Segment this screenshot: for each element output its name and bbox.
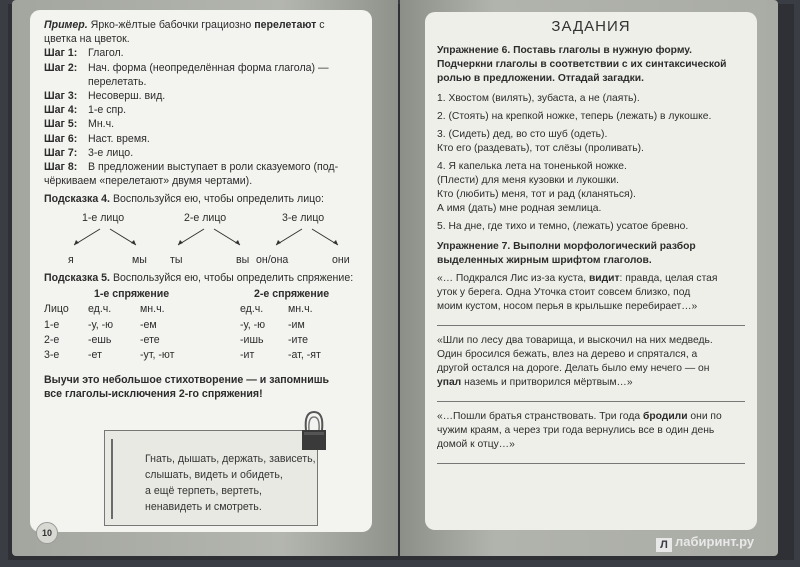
row-1-c1-sg: -у, -ю: [88, 318, 114, 331]
row-3-c1-pl: -ут, -ют: [140, 348, 175, 361]
person-3: 3-е лицо: [282, 211, 325, 224]
pronoun-ya: я: [68, 253, 74, 266]
person-1: 1-е лицо: [82, 211, 125, 224]
conj-2-title: 2-е спряжение: [254, 287, 330, 300]
card-decoration: [111, 439, 137, 519]
page-number: 10: [36, 522, 58, 544]
conjugation-table: [44, 285, 360, 363]
pronoun-vy: вы: [236, 253, 250, 266]
conj-1-title: 1-е спряжение: [94, 287, 170, 300]
steps-list: [44, 46, 360, 160]
ex6-line: 2. (Стоять) на крепкой ножке, теперь (лежать) в лукошке.: [437, 111, 712, 122]
row-1-person: 1-е: [44, 318, 60, 331]
row-1-c1-pl: -ем: [140, 318, 157, 331]
row-3-c2-pl: -ат, -ят: [288, 348, 321, 361]
poem-line-2: слышать, видеть и обидеть,: [145, 469, 283, 481]
poem-line-4: ненавидеть и смотреть.: [145, 501, 262, 513]
right-panel: ЗАДАНИЯ Упражнение 6. Поставь глаголы в нужную форму. Подчеркни глаголы в соответствии с их синтаксической ролью в предложении. Отгадай загадки. 1. Хвостом (вилять), зубаста, а не (лаять). 2. (Стоять) на крепкой ножке, теперь (лежать) в лукошке. 3. (Сидеть) дед, во сто шуб (одеть). Кто его (раздевать), тот слёзы (проливать). 4. Я капелька лета на тоненькой ножке. (Плести) для меня кузовки и лукошки. Кто (любить) меня, тот и рад (кланяться). А имя (дать) мне родная землица. 5. На дне, где тихо и темно, (лежать) усатое бревно. Упражнение 7. Выполни морфологический разбор выделенных жирным шрифтом глаголов. «… Подкрался Лис из-за куста, видит: правда, целая стая уток у берега. Одна Уточка стоит совсем близко, под моим кустом, носом перья в крыльшке перебирает…» «Шли по лесу два товарища, и выскочил на них медведь. Один бросился бежать, влез на дерево и спрятался, а другой остался на дороге. Делать было ему нечего — он упал наземь и притворился мёртвым…» «…Пошли братья странствовать. Три года бродили они по чужим краям, а через три года вернулись все в один день домой к отцу…»: [425, 12, 757, 530]
step-row: Шаг 1: Глагол.: [44, 47, 124, 60]
step-row: Шаг 5: Мн.ч.: [44, 118, 115, 131]
ex7-title: Упражнение 7. Выполни морфологический разбор: [437, 241, 696, 252]
row-3-c1-sg: -ет: [88, 348, 102, 361]
row-1-c2-sg: -у, -ю: [240, 318, 266, 331]
step-row: Шаг 4: 1-е спр.: [44, 104, 127, 117]
ex6-title: Упражнение 6. Поставь глаголы в нужную форму.: [437, 45, 692, 56]
answer-line-2[interactable]: [437, 390, 745, 402]
row-2-c2-sg: -ишь: [240, 333, 264, 346]
step-row: Шаг 7: 3-е лицо.: [44, 146, 134, 159]
ex6-line: А имя (дать) мне родная землица.: [437, 203, 602, 214]
step-8-cont: чёркиваем «перелетают» двумя чертами).: [44, 175, 253, 188]
col-sg-1: ед.ч.: [88, 302, 112, 315]
row-2-c2-pl: -ите: [288, 333, 309, 346]
ex6-line: 1. Хвостом (вилять), зубаста, а не (лаять).: [437, 93, 640, 104]
example-line-2: цветка на цветок.: [44, 33, 130, 46]
row-2-c1-pl: -ете: [140, 333, 160, 346]
ex6-line: 3. (Сидеть) дед, во сто шуб (одеть).: [437, 129, 608, 140]
row-2-person: 2-е: [44, 333, 60, 346]
step-row: Шаг 3: Несоверш. вид.: [44, 90, 166, 103]
step-8: Шаг 8: В предложении выступает в роли сказуемого (под-: [44, 161, 339, 174]
quote-3: «…Пошли братья странствовать. Три года бродили они по: [437, 411, 722, 422]
ex6-line: Кто его (раздевать), тот слёзы (проливать).: [437, 143, 644, 154]
step-row: перелетать.: [88, 75, 147, 88]
watermark-logo-icon: Л: [656, 538, 672, 552]
col-person: Лицо: [44, 302, 69, 315]
ex6-line: 4. Я капелька лета на тоненькой ножке.: [437, 161, 627, 172]
row-3-c2-sg: -ит: [240, 348, 255, 361]
watermark: Л лабиринт.ру: [656, 534, 754, 552]
col-sg-2: ед.ч.: [240, 302, 264, 315]
ex6-line: 5. На дне, где тихо и темно, (лежать) усатое бревно.: [437, 221, 689, 232]
binder-clip-icon: [300, 408, 328, 452]
answer-line-1[interactable]: [437, 314, 745, 326]
row-2-c1-sg: -ешь: [88, 333, 112, 346]
poem-line-1: Гнать, дышать, держать, зависеть,: [145, 453, 316, 465]
poem-card: [104, 430, 318, 526]
answer-line-3[interactable]: [437, 452, 745, 464]
poem-line-3: а ещё терпеть, вертеть,: [145, 485, 262, 497]
pronoun-oni: они: [332, 253, 350, 266]
hint-5: Подсказка 5. Воспользуйся ею, чтобы определить спряжение:: [44, 271, 354, 284]
person-2: 2-е лицо: [184, 211, 227, 224]
col-pl-2: мн.ч.: [288, 302, 313, 315]
quote-1: «… Подкрался Лис из-за куста, видит: правда, целая стая: [437, 273, 718, 284]
ex6-line: (Плести) для меня кузовки и лукошки.: [437, 175, 620, 186]
tasks-title: ЗАДАНИЯ: [551, 18, 631, 35]
pronoun-my: мы: [132, 253, 147, 266]
ex6-lines: [437, 92, 745, 234]
col-pl-1: мн.ч.: [140, 302, 165, 315]
quote-2: «Шли по лесу два товарища, и выскочил на них медведь.: [437, 335, 713, 346]
step-row: Шаг 6: Наст. время.: [44, 132, 150, 145]
memo: Выучи это небольшое стихотворение — и запомнишь все глаголы-исключения 2-го спряжения!: [44, 373, 330, 401]
person-diagram: [44, 209, 360, 271]
example-line: Пример. Ярко-жёлтые бабочки грациозно перелетают с: [44, 19, 325, 31]
ex6-line: Кто (любить) меня, тот и рад (кланяться).: [437, 189, 636, 200]
row-1-c2-pl: -им: [288, 318, 305, 331]
row-3-person: 3-е: [44, 348, 60, 361]
hint-4: Подсказка 4. Воспользуйся ею, чтобы определить лицо:: [44, 193, 324, 206]
pronoun-ty: ты: [170, 253, 183, 266]
step-row: Шаг 2: Нач. форма (неопределённая форма глагола) —: [44, 61, 329, 74]
pronoun-on: он/она: [256, 253, 289, 266]
